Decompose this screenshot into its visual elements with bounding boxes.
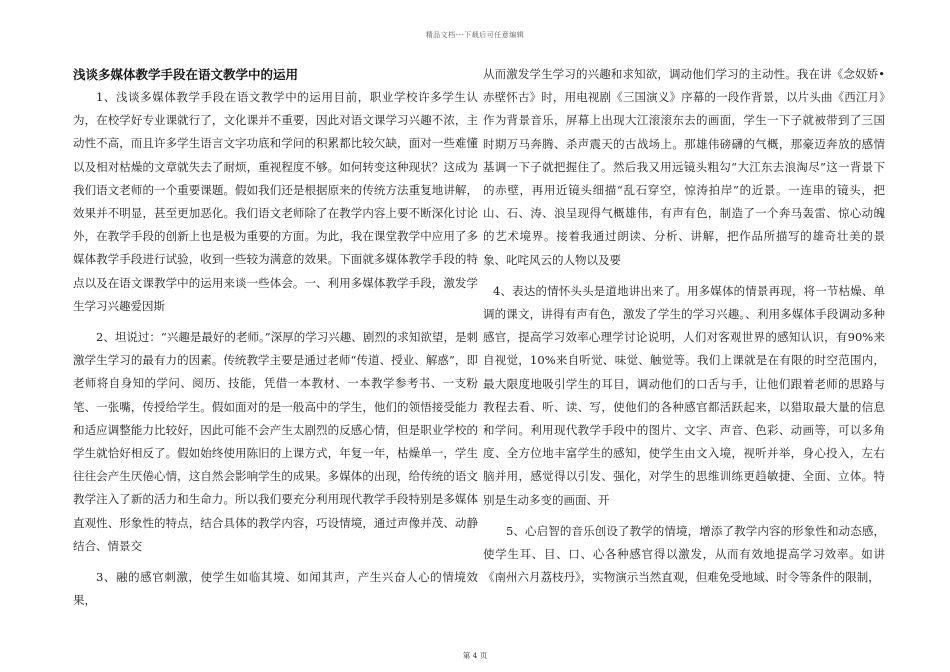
right-column (483, 63, 885, 589)
paragraph-1: 1、浅谈多媒体教学手段在语文教学中的运用目前，职业学校许多学生认为，在校学好专业课就行了，文化课并不重要，因此对语文课学习兴趣不浓，主动性不高，而且许多学生语言文字功底和学问的积累都比较欠缺，面对一些难懂以及相对枯燥的文章就失去了耐烦，重视程度不够。如何转变这种现状？这成为我们语文老师的一个重要课题。假如我们还是根据原来的传统方法重复地讲解，效果并不明显，甚至更加恶化。我们语文老师除了在教学内容上要不断深化讨论外，在教学手段的创新上也是极为重要的方面。为此，我在课堂教学中应用了多媒体教学手段进行试验，收到一些较为满意的效果。下面就多媒体教学手段的特点以及在语文课教学中的运用来谈一些体会。一、利用多媒体教学手段，激发学生学习兴趣爱因斯 (73, 90, 478, 313)
paragraph-2: 2、坦说过：“兴趣是最好的老师。”深厚的学习兴趣、剧烈的求知欲望，是刺激学生学习的最有力的因素。传统教学主要是通过老师“传道、授业、解惑”，即老师将自身知的学问、阅历、技能，凭借一本教材、一本教学参考书、一支粉笔、一张嘴，传授给学生。假如面对的是一般高中的学生，他们的领悟接受能力和适应调整能力比较好，因此可能不会产生太剧烈的反感心情，但是职业学校的学生就恰好相反了。假如始终使用陈旧的上课方式，年复一年，枯燥单一，学生往往会产生厌倦心情，这自然会影响学生的成果。多媒体的出现，给传统的语文教学注入了新的活力和生命力。所以我们要充分利用现代教学手段特别是多媒体直观性、形象性的特点，结合具体的教学内容，巧设情境，通过声像并茂、动静结合、情景交 (73, 330, 478, 553)
paragraph-4: 4、表达的情怀头头是道地讲出来了。用多媒体的情景再现，将一节枯燥、单调的课文，讲得有声有色，激发了学生的学习兴趣。、利用多媒体手段调动多种感官，提高学习效率心理学讨论说明，人们对客观世界的感知认识，有90%来自视觉，10%来自听觉、味觉、触觉等。我们上课就是在有限的时空范围内，最大限度地吸引学生的耳目，调动他们的口舌与手，让他们跟着老师的思路与教程去看、听、读、写，使他们的各种感官都活跃起来，以猎取最大量的信息和学问。利用现代教学手段中的图片、文字、声音、色彩、动画等，可以多角度、全方位地丰富学生的感知，使学生由文入境，视听并举，身心投入，左右脑并用，感觉得以引发、强化，对学生的思维训练更趋敏捷、全面、立体。特别是生动多变的画面、开 (483, 283, 885, 507)
page-number: 第 4 页 (462, 651, 488, 660)
document-title: 浅谈多媒体教学手段在语文教学中的运用 (73, 67, 299, 82)
paragraph-5: 5、心启智的音乐创设了教学的情境，增添了教学内容的形象性和动态感，使学生耳、目、口、心各种感官得以激发，从而有效地提高学习效率。如讲《南州六月荔枝丹》，实物演示当然直观，但难免受地域、时令等条件的限制， (483, 523, 885, 585)
left-column (73, 63, 478, 612)
paragraph-3: 3、融的感官刺激，使学生如临其境、如闻其声，产生兴奋人心的情境效果， (73, 570, 478, 608)
header-text: 精品文档---下载后可任意编辑 (425, 31, 525, 39)
page-header (0, 30, 950, 40)
page-footer (0, 650, 950, 661)
paragraph-3-continued: 从而激发学生学习的兴趣和求知欲，调动他们学习的主动性。我在讲《念奴娇•赤壁怀古》时，用电视剧《三国演义》序幕的一段作背景，以片头曲《西江月》作为背景音乐，屏幕上出现大江滚滚东去的画面，学生一下子就被带到了三国时期万马奔腾、杀声震天的古战场上。那雄伟磅礴的气概，那豪迈奔放的感情基调一下子就把握住了。然后我又用远镜头粗勾“大江东去浪淘尽”这一背景下的赤壁，再用近镜头细描“乱石穿空，惊涛拍岸”的近景。一连串的镜头，把山、石、涛、浪呈现得气概雄伟，有声有色，制造了一个奔马轰雷、惊心动魄的艺术境界。接着我通过朗读、分析、讲解，把作品所描写的雄奇壮美的景象、叱咤风云的人物以及要 (483, 67, 885, 267)
